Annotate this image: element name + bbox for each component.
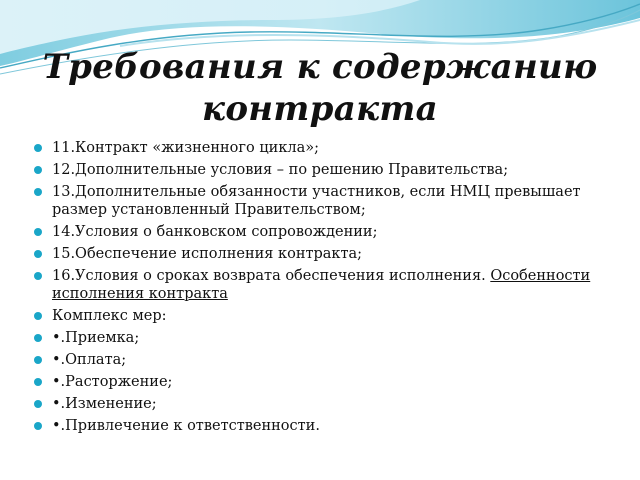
list-item — [36, 395, 626, 413]
list-item — [36, 307, 626, 325]
list-item — [36, 417, 626, 435]
list-item — [36, 267, 626, 303]
list-item-text: 15.Обеспечение исполнения контракта; — [52, 246, 363, 262]
list-item-text: •.Привлечение к ответственности. — [52, 418, 320, 434]
list-item-text: •.Расторжение; — [52, 374, 173, 390]
bullet-icon — [34, 378, 42, 386]
list-item — [36, 161, 626, 179]
list-item-text: 16.Условия о сроках возврата обеспечения исполнения. — [52, 268, 491, 284]
slide-title: Требования к содержанию контракта — [42, 47, 598, 129]
bullet-icon — [34, 188, 42, 196]
contract-execution-link[interactable]: Особенности исполнения контракта — [52, 268, 591, 302]
bullet-icon — [34, 144, 42, 152]
list-item-text: •.Оплата; — [52, 352, 127, 368]
list-item — [36, 245, 626, 263]
requirements-list — [36, 139, 626, 439]
list-item-text: 12.Дополнительные условия – по решению Правительства; — [52, 162, 509, 178]
list-item-text: 14.Условия о банковском сопровождении; — [52, 224, 378, 240]
list-item — [36, 183, 626, 219]
list-item-text: 11.Контракт «жизненного цикла»; — [52, 140, 320, 156]
list-item — [36, 351, 626, 369]
list-item-text: 13.Дополнительные обязанности участников, если НМЦ превышает размер установленный Правительством; — [52, 184, 581, 218]
bullet-icon — [34, 356, 42, 364]
bullet-icon — [34, 312, 42, 320]
bullet-icon — [34, 228, 42, 236]
list-item-text: •.Приемка; — [52, 330, 140, 346]
bullet-icon — [34, 334, 42, 342]
list-item — [36, 223, 626, 241]
list-item — [36, 329, 626, 347]
bullet-icon — [34, 272, 42, 280]
bullet-icon — [34, 400, 42, 408]
bullet-icon — [34, 422, 42, 430]
list-item-text: •.Изменение; — [52, 396, 157, 412]
list-item — [36, 139, 626, 157]
list-item — [36, 373, 626, 391]
list-item-text: Комплекс мер: — [52, 308, 167, 324]
bullet-icon — [34, 166, 42, 174]
bullet-icon — [34, 250, 42, 258]
